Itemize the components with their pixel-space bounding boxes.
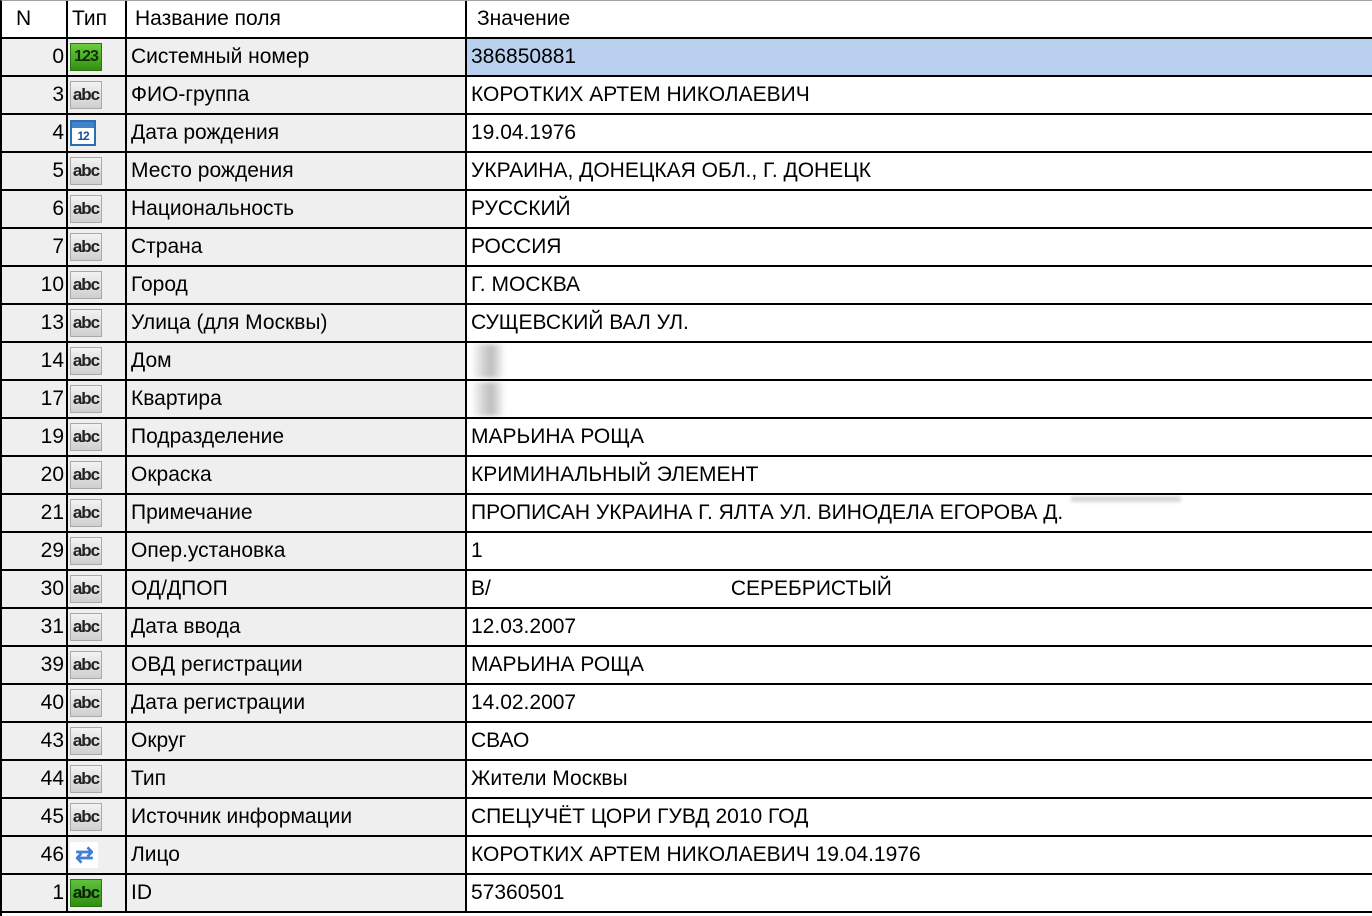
row-number: 40: [40, 691, 64, 714]
field-value-tail: СЕРЕБРИСТЫЙ: [730, 577, 892, 600]
type-cell: [68, 761, 127, 797]
field-value: МАРЬИНА РОЩА: [471, 425, 644, 448]
text-type-icon: abc: [70, 157, 102, 185]
type-cell: [68, 115, 127, 151]
field-name-cell: [127, 39, 467, 75]
field-value-cell[interactable]: [467, 457, 1372, 493]
field-value: ПРОПИСАН УКРАИНА Г. ЯЛТА УЛ. ВИНОДЕЛА ЕГОРОВА Д.: [471, 501, 1064, 524]
link-type-icon: ⇄: [70, 842, 98, 868]
field-value-cell[interactable]: [467, 723, 1372, 759]
field-name: Опер.установка: [131, 539, 286, 562]
field-name-cell: [127, 343, 467, 379]
field-value-cell[interactable]: [467, 419, 1372, 455]
field-name-cell: [127, 609, 467, 645]
field-name: Дом: [131, 349, 172, 372]
row-number: 10: [40, 273, 64, 296]
type-cell: [68, 77, 127, 113]
row-number-cell: [2, 419, 68, 455]
table-row[interactable]: [2, 419, 1372, 457]
field-value: 14.02.2007: [471, 691, 577, 714]
row-number: 31: [40, 615, 64, 638]
text-type-icon: abc: [70, 499, 102, 527]
row-number: 21: [40, 501, 64, 524]
field-value-cell[interactable]: [467, 799, 1372, 835]
date-type-icon: 12: [70, 120, 96, 146]
table-row[interactable]: [2, 647, 1372, 685]
field-value: УКРАИНА, ДОНЕЦКАЯ ОБЛ., Г. ДОНЕЦК: [471, 159, 871, 182]
row-number: 14: [40, 349, 64, 372]
field-value-cell[interactable]: [467, 305, 1372, 341]
field-value: КОРОТКИХ АРТЕМ НИКОЛАЕВИЧ: [471, 83, 810, 106]
row-number-cell: [2, 533, 68, 569]
text-type-icon: abc: [70, 575, 102, 603]
row-number-cell: [2, 571, 68, 607]
field-value-cell[interactable]: [467, 837, 1372, 873]
row-number-cell: [2, 457, 68, 493]
text-type-icon-green: abc: [70, 879, 102, 907]
column-header-type[interactable]: [68, 1, 127, 37]
row-number-cell: [2, 77, 68, 113]
field-name-cell: [127, 571, 467, 607]
type-cell: [68, 647, 127, 683]
row-number-cell: [2, 343, 68, 379]
field-value-cell[interactable]: [467, 533, 1372, 569]
row-number: 45: [40, 805, 64, 828]
type-cell: [68, 799, 127, 835]
type-cell: [68, 533, 127, 569]
table-row[interactable]: [2, 381, 1372, 419]
row-number: 5: [52, 159, 64, 182]
row-number-cell: [2, 647, 68, 683]
row-number: 17: [40, 387, 64, 410]
field-value-cell[interactable]: [467, 39, 1372, 75]
field-name: Улица (для Москвы): [131, 311, 328, 334]
redacted-value: [471, 344, 505, 378]
row-number: 4: [52, 121, 64, 144]
field-value-cell[interactable]: [467, 267, 1372, 303]
field-name: Национальность: [131, 197, 295, 220]
number-type-icon: 123: [70, 43, 102, 71]
field-value: 19.04.1976: [471, 121, 577, 144]
row-number: 19: [40, 425, 64, 448]
field-value-cell[interactable]: [467, 343, 1372, 379]
row-number: 0: [52, 45, 64, 68]
table-row[interactable]: [2, 457, 1372, 495]
type-cell: [68, 267, 127, 303]
column-header-name[interactable]: [127, 1, 467, 37]
field-name-cell: [127, 647, 467, 683]
field-name-cell: [127, 533, 467, 569]
grid-body: [2, 39, 1372, 913]
field-value-cell[interactable]: [467, 229, 1372, 265]
table-row[interactable]: [2, 343, 1372, 381]
field-value: 386850881: [471, 45, 577, 68]
field-name-cell: [127, 419, 467, 455]
redacted-value: [1071, 496, 1181, 502]
row-number: 44: [40, 767, 64, 790]
table-row[interactable]: [2, 723, 1372, 761]
type-cell: [68, 609, 127, 645]
table-row[interactable]: [2, 761, 1372, 799]
field-name: Системный номер: [131, 45, 310, 68]
row-number: 3: [52, 83, 64, 106]
row-number-cell: [2, 761, 68, 797]
field-name: Дата рождения: [131, 121, 280, 144]
field-name-cell: [127, 115, 467, 151]
field-name-cell: [127, 381, 467, 417]
field-name: Лицо: [131, 843, 180, 866]
field-value-cell[interactable]: [467, 685, 1372, 721]
table-row[interactable]: [2, 609, 1372, 647]
type-cell: [68, 305, 127, 341]
row-number-cell: [2, 115, 68, 151]
field-value-cell[interactable]: [467, 381, 1372, 417]
type-cell: [68, 381, 127, 417]
text-type-icon: abc: [70, 347, 102, 375]
row-number-cell: [2, 381, 68, 417]
text-type-icon: abc: [70, 727, 102, 755]
type-cell: [68, 685, 127, 721]
field-value: КОРОТКИХ АРТЕМ НИКОЛАЕВИЧ 19.04.1976: [471, 843, 921, 866]
table-row[interactable]: [2, 571, 1372, 609]
type-cell: [68, 837, 127, 873]
row-number: 20: [40, 463, 64, 486]
type-cell: [68, 723, 127, 759]
grid-header: [2, 1, 1372, 39]
table-row[interactable]: [2, 153, 1372, 191]
type-cell: [68, 571, 127, 607]
field-name-cell: [127, 457, 467, 493]
field-name-cell: [127, 837, 467, 873]
field-value-cell[interactable]: [467, 191, 1372, 227]
text-type-icon: abc: [70, 537, 102, 565]
field-value: 12.03.2007: [471, 615, 577, 638]
field-value: СУЩЕВСКИЙ ВАЛ УЛ.: [471, 311, 689, 334]
table-row[interactable]: [2, 77, 1372, 115]
row-number-cell: [2, 191, 68, 227]
row-number-cell: [2, 267, 68, 303]
field-name-cell: [127, 761, 467, 797]
field-value-cell[interactable]: [467, 609, 1372, 645]
field-value: РОССИЯ: [471, 235, 562, 258]
field-name-cell: [127, 723, 467, 759]
text-type-icon: abc: [70, 613, 102, 641]
text-type-icon: abc: [70, 195, 102, 223]
table-row[interactable]: [2, 39, 1372, 77]
field-name-cell: [127, 875, 467, 911]
row-number-cell: [2, 495, 68, 531]
field-value: КРИМИНАЛЬНЫЙ ЭЛЕМЕНТ: [471, 463, 759, 486]
field-name: Округ: [131, 729, 187, 752]
field-name: Место рождения: [131, 159, 294, 182]
type-cell: [68, 875, 127, 911]
field-value: Жители Москвы: [471, 767, 628, 790]
table-row[interactable]: [2, 495, 1372, 533]
field-name: ОД/ДПОП: [131, 577, 228, 600]
field-value-cell[interactable]: [467, 495, 1372, 531]
row-number: 1: [52, 881, 64, 904]
table-row[interactable]: [2, 191, 1372, 229]
field-name-cell: [127, 229, 467, 265]
redacted-value: [471, 382, 505, 416]
column-header-n[interactable]: [2, 1, 68, 37]
text-type-icon: abc: [70, 309, 102, 337]
field-value: СПЕЦУЧЁТ ЦОРИ ГУВД 2010 ГОД: [471, 805, 809, 828]
row-number-cell: [2, 799, 68, 835]
row-number: 39: [40, 653, 64, 676]
type-cell: [68, 153, 127, 189]
table-row[interactable]: [2, 685, 1372, 723]
field-value-cell[interactable]: [467, 77, 1372, 113]
row-number-cell: [2, 153, 68, 189]
field-name-cell: [127, 153, 467, 189]
table-row[interactable]: [2, 799, 1372, 837]
field-name: Страна: [131, 235, 203, 258]
field-value: 57360501: [471, 881, 565, 904]
row-number: 46: [40, 843, 64, 866]
column-header-type-label: Тип: [72, 7, 108, 30]
table-row[interactable]: [2, 115, 1372, 153]
type-cell: [68, 191, 127, 227]
table-row[interactable]: [2, 875, 1372, 913]
text-type-icon: abc: [70, 81, 102, 109]
text-type-icon: abc: [70, 803, 102, 831]
field-value-cell[interactable]: [467, 153, 1372, 189]
row-number-cell: [2, 723, 68, 759]
row-number-cell: [2, 39, 68, 75]
field-name: Дата ввода: [131, 615, 241, 638]
row-number-cell: [2, 609, 68, 645]
field-name-cell: [127, 305, 467, 341]
type-cell: [68, 495, 127, 531]
text-type-icon: abc: [70, 423, 102, 451]
field-name: Город: [131, 273, 188, 296]
table-row[interactable]: [2, 305, 1372, 343]
column-header-n-label: N: [16, 7, 32, 30]
row-number: 43: [40, 729, 64, 752]
type-cell: [68, 457, 127, 493]
field-value-cell[interactable]: [467, 115, 1372, 151]
field-name: ID: [131, 881, 152, 904]
column-header-name-label: Название поля: [135, 7, 281, 30]
type-cell: [68, 39, 127, 75]
text-type-icon: abc: [70, 385, 102, 413]
text-type-icon: abc: [70, 689, 102, 717]
type-cell: [68, 419, 127, 455]
field-name-cell: [127, 495, 467, 531]
row-number-cell: [2, 837, 68, 873]
text-type-icon: abc: [70, 271, 102, 299]
field-name-cell: [127, 77, 467, 113]
field-name-cell: [127, 685, 467, 721]
field-value: 1: [471, 539, 483, 562]
text-type-icon: abc: [70, 233, 102, 261]
type-cell: [68, 229, 127, 265]
row-number: 13: [40, 311, 64, 334]
field-value: МАРЬИНА РОЩА: [471, 653, 644, 676]
text-type-icon: abc: [70, 461, 102, 489]
field-name: ФИО-группа: [131, 83, 250, 106]
row-number: 6: [52, 197, 64, 220]
column-header-value-label: Значение: [477, 7, 571, 30]
row-number-cell: [2, 875, 68, 911]
field-value: СВАО: [471, 729, 530, 752]
field-name-cell: [127, 799, 467, 835]
field-name-cell: [127, 267, 467, 303]
row-number: 30: [40, 577, 64, 600]
table-row[interactable]: [2, 267, 1372, 305]
type-cell: [68, 343, 127, 379]
field-name: Дата регистрации: [131, 691, 306, 714]
field-value-cell[interactable]: [467, 875, 1372, 911]
field-value: В/: [471, 577, 491, 600]
table-row[interactable]: [2, 229, 1372, 267]
field-value: Г. МОСКВА: [471, 273, 581, 296]
field-name: ОВД регистрации: [131, 653, 303, 676]
text-type-icon: abc: [70, 765, 102, 793]
table-row[interactable]: [2, 837, 1372, 875]
field-name-cell: [127, 191, 467, 227]
field-name: Источник информации: [131, 805, 353, 828]
table-row[interactable]: [2, 533, 1372, 571]
row-number-cell: [2, 229, 68, 265]
row-number: 29: [40, 539, 64, 562]
field-name: Подразделение: [131, 425, 285, 448]
text-type-icon: abc: [70, 651, 102, 679]
field-value: РУССКИЙ: [471, 197, 571, 220]
row-number-cell: [2, 685, 68, 721]
field-value-cell[interactable]: [467, 571, 1372, 607]
field-name: Примечание: [131, 501, 253, 524]
field-value-cell[interactable]: [467, 647, 1372, 683]
field-name: Тип: [131, 767, 167, 790]
column-header-value[interactable]: [467, 1, 1372, 37]
field-name: Окраска: [131, 463, 212, 486]
row-number-cell: [2, 305, 68, 341]
row-number: 7: [52, 235, 64, 258]
field-value-cell[interactable]: [467, 761, 1372, 797]
field-name: Квартира: [131, 387, 222, 410]
